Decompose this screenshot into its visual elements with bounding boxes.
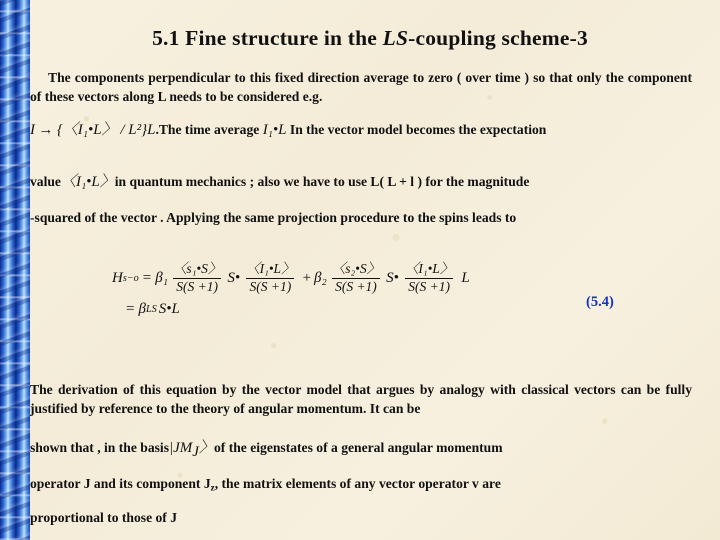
math-arrow: → [38, 122, 54, 138]
math-I1-dot-L: I₁•L [262, 122, 287, 138]
equation-number: (5.4) [586, 294, 614, 310]
paragraph-5: The derivation of this equation by the vector model that argues by analogy with classical vectors can be fully justified by reference to the theory of angular momentum. It can be [30, 382, 692, 417]
equals-sign-1: = [142, 269, 152, 286]
fraction-1-numerator: 〈s₁•S〉 [172, 261, 222, 276]
equation-5-4 [112, 262, 470, 318]
fraction-4-denominator: S(S +1) [405, 278, 453, 295]
fraction-1-denominator: S(S +1) [173, 278, 221, 295]
fraction-2 [243, 262, 297, 295]
paragraph-8: proportional to those of J [30, 510, 178, 525]
paragraph-6-prefix: shown that , in the basis [30, 440, 169, 455]
paragraph-1: The components perpendicular to this fixed direction average to zero ( over time ) so that only the component of these vectors along L needs to be considered e.g. [30, 70, 692, 105]
plus-sign: + [302, 269, 312, 286]
fraction-4-numerator: 〈I₁•L〉 [404, 261, 454, 276]
paragraph-3 [30, 172, 692, 193]
paragraph-7-text: operator J and its component J [30, 476, 211, 491]
beta-2: β₂ [314, 269, 327, 286]
equation-tail-L: L [461, 269, 470, 286]
beta-ls: β [138, 300, 146, 317]
ribbon-zigzag-pattern [0, 0, 30, 540]
paragraph-7-text-2: , the matrix elements of any vector operator v are [214, 476, 501, 491]
math-expectation-I1-L: 〈I₁•L〉 [60, 174, 115, 190]
equation-line-1 [112, 262, 470, 295]
s-dot-operator-1: S• [227, 269, 241, 286]
math-inline-I: I [30, 122, 35, 138]
fraction-1 [170, 262, 224, 295]
equals-sign-2: = [126, 300, 135, 317]
s-dot-operator-2: S• [386, 269, 399, 286]
paragraph-3-text: in quantum mechanics ; also we have to use L( L + l ) for the magnitude [114, 174, 530, 189]
paragraph-2-text: .The time average [155, 122, 260, 137]
decorative-left-ribbon [0, 0, 30, 540]
equation-lhs: H [112, 269, 123, 286]
paragraph-3-prefix: value [30, 174, 61, 189]
equation-lhs-subscript: s−o [122, 272, 139, 284]
fraction-2-denominator: S(S +1) [246, 278, 294, 295]
paragraph-4: -squared of the vector . Applying the same projection procedure to the spins leads to [30, 210, 517, 225]
beta-ls-subscript: LS [145, 303, 157, 315]
paragraph-7 [30, 474, 692, 495]
fraction-3-denominator: S(S +1) [332, 278, 380, 295]
title-prefix: 5.1 Fine structure in the [152, 26, 383, 50]
beta-1: β₁ [155, 269, 168, 286]
s-dot-l: S•L [158, 300, 180, 317]
fraction-4 [402, 262, 456, 295]
ket-subscript: J [192, 444, 199, 461]
fraction-3 [329, 262, 383, 295]
math-projection-expression: {〈I₁•L〉 / L²}L [56, 122, 156, 138]
fraction-2-numerator: 〈I₁•L〉 [246, 261, 295, 276]
ket-close-bracket: 〉 [198, 440, 214, 456]
paragraph-2-text-2: In the vector model becomes the expectation [289, 122, 547, 137]
paragraph-2 [30, 120, 692, 141]
fraction-3-numerator: 〈s₂•S〉 [331, 261, 381, 276]
paragraph-7-subscript-z: z [210, 482, 215, 493]
paragraph-6-suffix: of the eigenstates of a general angular momentum [213, 440, 503, 455]
ket-state-notation: |JM [169, 440, 193, 456]
title-suffix: -coupling scheme-3 [408, 26, 588, 50]
title-italic-ls: LS [382, 26, 409, 50]
page-title [60, 26, 680, 51]
paragraph-6 [30, 438, 692, 463]
equation-line-2 [126, 301, 470, 318]
